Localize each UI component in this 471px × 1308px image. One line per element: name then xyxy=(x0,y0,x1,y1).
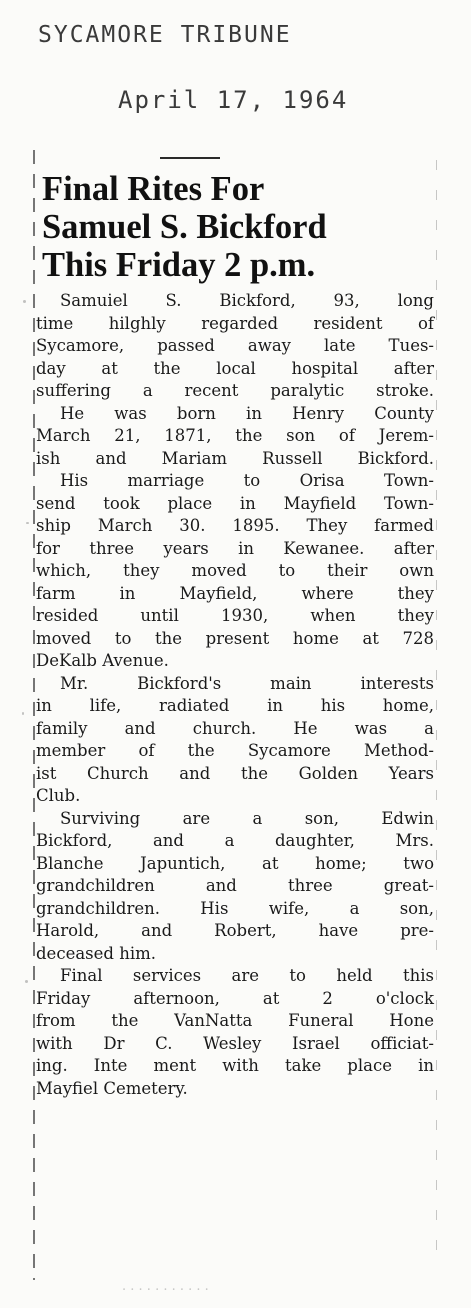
article-line: in life, radiated in his home, xyxy=(36,696,434,715)
article-line: DeKalb Avenue. xyxy=(36,651,169,670)
article-line: time hilghly regarded resident of xyxy=(36,313,434,333)
clipping-right-edge xyxy=(436,160,437,1250)
article-line: Final services are to held this xyxy=(60,966,434,985)
article-line: His marriage to Orisa Town- xyxy=(60,471,434,490)
article-line: Sycamore, passed away late Tues- xyxy=(36,336,434,355)
article-line: ship March 30. 1895. They farmed xyxy=(36,516,434,535)
paper-speck xyxy=(26,522,29,524)
article-line: Blanche Japuntich, at home; two xyxy=(36,853,434,873)
article-line: ing. Inte ment with take place in xyxy=(36,1056,434,1075)
article-line: farm in Mayfield, where they xyxy=(36,583,434,603)
headline-line: This Friday 2 p.m. xyxy=(42,246,316,284)
article-line: grandchildren. His wife, a son, xyxy=(36,898,434,918)
article-line: deceased him. xyxy=(36,943,157,963)
masthead: SYCAMORE TRIBUNE xyxy=(38,22,292,48)
bleed-through-text: . . . . . . . . . . . xyxy=(122,1279,209,1294)
paper-speck xyxy=(23,300,26,303)
article-line: March 21, 1871, the son of Jerem- xyxy=(36,426,434,445)
article-line: Mr. Bickford's main interests xyxy=(60,673,434,693)
article-line: Club. xyxy=(36,786,81,805)
article-line: resided until 1930, when they xyxy=(36,606,434,625)
article-line: with Dr C. Wesley Israel officiat- xyxy=(36,1033,434,1053)
article-line: Bickford, and a daughter, Mrs. xyxy=(36,831,434,850)
paper-speck xyxy=(25,980,28,983)
article-line: Samuiel S. Bickford, 93, long xyxy=(60,291,434,310)
headline-line: Samuel S. Bickford xyxy=(42,208,327,246)
article-line: family and church. He was a xyxy=(36,718,434,738)
article-line: for three years in Kewanee. after xyxy=(36,538,434,558)
article-line: send took place in Mayfield Town- xyxy=(36,493,434,513)
headline-rule xyxy=(160,157,220,159)
article-body xyxy=(36,290,434,1100)
dateline: April 17, 1964 xyxy=(118,86,349,114)
paper-speck xyxy=(22,712,24,715)
article-line: moved to the present home at 728 xyxy=(36,628,434,648)
article-line: Harold, and Robert, have pre- xyxy=(36,921,434,940)
article-line: Surviving are a son, Edwin xyxy=(60,808,434,828)
article-line: day at the local hospital after xyxy=(36,358,434,378)
headline xyxy=(42,170,437,284)
article-line: Friday afternoon, at 2 o'clock xyxy=(36,988,434,1008)
article-line: He was born in Henry County xyxy=(60,403,434,423)
article-line: from the VanNatta Funeral Hone xyxy=(36,1011,434,1030)
article-line: suffering a recent paralytic stroke. xyxy=(36,381,434,400)
article-line: which, they moved to their own xyxy=(36,561,434,580)
article-line: grandchildren and three great- xyxy=(36,876,434,895)
article-line: member of the Sycamore Method- xyxy=(36,741,434,760)
clipping-left-edge xyxy=(33,150,35,1280)
article-line: ist Church and the Golden Years xyxy=(36,763,434,783)
headline-line: Final Rites For xyxy=(42,170,265,208)
article-line: Mayfiel Cemetery. xyxy=(36,1078,188,1098)
article-line: ish and Mariam Russell Bickford. xyxy=(36,448,434,468)
